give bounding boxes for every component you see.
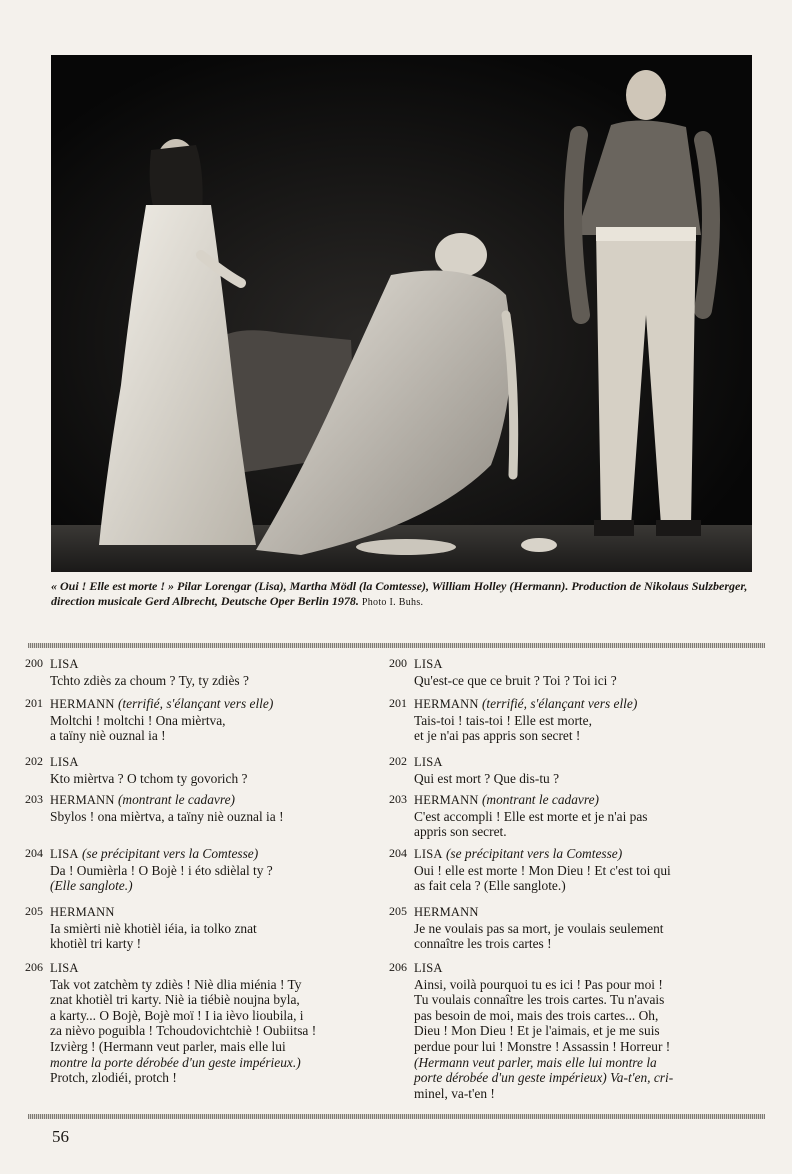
speaker-name: HERMANN (414, 697, 479, 711)
libretto-entry (389, 696, 774, 744)
verse-line: Protch, zlodiéi, protch ! (50, 1070, 177, 1086)
stage-photograph (51, 55, 752, 572)
verse-line: Moltchi ! moltchi ! Ona mièrtva, (50, 712, 226, 728)
libretto-entry (389, 656, 774, 688)
entry-number: 203 (389, 792, 407, 806)
stage-direction: (terrifié, s'élançant vers elle) (117, 696, 274, 711)
verse-line: Qu'est-ce que ce bruit ? Toi ? Toi ici ? (414, 672, 617, 688)
stage-direction: (montrant le cadavre) (117, 792, 235, 807)
entry-number: 206 (389, 960, 407, 974)
speaker-name: HERMANN (50, 697, 115, 711)
verse-line: perdue pour lui ! Monstre ! Assassin ! Horreur ! (414, 1038, 671, 1054)
verse-line: a taïny niè ouznal ia ! (50, 728, 166, 744)
verse-line: (Hermann veut parler, mais elle lui montre la (414, 1054, 657, 1070)
verse-line: C'est accompli ! Elle est morte et je n'ai pas (414, 808, 648, 824)
bottom-divider (28, 1114, 765, 1119)
verse-line: as fait cela ? (Elle sanglote.) (414, 878, 566, 894)
entry-number: 205 (389, 904, 407, 918)
entry-number: 200 (25, 656, 43, 670)
verse-line: Da ! Oumièrla ! O Bojè ! i éto sdièlal ty ? (50, 862, 273, 878)
entry-number: 201 (389, 696, 407, 710)
verse-line: znat khotièl tri karty. Niè ia tiébiè noujna byla, (50, 992, 300, 1008)
entry-number: 204 (389, 846, 407, 860)
speaker-name: LISA (50, 961, 79, 975)
verse-line: Qui est mort ? Que dis-tu ? (414, 770, 560, 786)
stage-direction: (se précipitant vers la Comtesse) (445, 846, 623, 861)
verse-line: montre la porte dérobée d'un geste impérieux.) (50, 1054, 301, 1070)
speaker-name: LISA (414, 961, 443, 975)
libretto-entry (25, 904, 410, 952)
top-divider (28, 643, 765, 648)
libretto-entry (25, 846, 410, 894)
speaker-name: LISA (50, 847, 79, 861)
verse-line: Kto mièrtva ? O tchom ty govorich ? (50, 770, 248, 786)
verse-line: Tak vot zatchèm ty zdiès ! Niè dlia miénia ! Ty (50, 976, 302, 992)
verse-line: a karty... O Bojè, Bojè moï ! I ia ièvo lioubila, i (50, 1007, 304, 1023)
verse-line: Ia smièrti niè khotièl iéia, ia tolko znat (50, 920, 257, 936)
caption-main: « Oui ! Elle est morte ! » Pilar Lorengar (Lisa), Martha Mödl (la Comtesse), William Holley (Hermann). Production de Nikolaus Sulzberger, direction musicale Gerd Albrecht, Deutsche Oper Berlin 1978. (51, 579, 748, 608)
stage-direction: (montrant le cadavre) (481, 792, 599, 807)
entry-number: 201 (25, 696, 43, 710)
libretto-entry (25, 960, 410, 1086)
speaker-name: LISA (50, 657, 79, 671)
verse-line: Tu voulais connaître les trois cartes. Tu n'avais (414, 992, 665, 1008)
libretto-entry (25, 656, 410, 688)
stage-direction: (se précipitant vers la Comtesse) (81, 846, 259, 861)
page-number: 56 (52, 1127, 69, 1146)
entry-number: 204 (25, 846, 43, 860)
libretto-entry (25, 792, 410, 824)
verse-line: Tais-toi ! tais-toi ! Elle est morte, (414, 712, 592, 728)
entry-number: 200 (389, 656, 407, 670)
verse-line: Oui ! elle est morte ! Mon Dieu ! Et c'est toi qui (414, 862, 671, 878)
entry-number: 206 (25, 960, 43, 974)
verse-line: za nièvo poguibla ! Tchoudovichtchiè ! Oubiitsa ! (50, 1023, 317, 1039)
verse-line: Ainsi, voilà pourquoi tu es ici ! Pas pour moi ! (414, 976, 663, 992)
verse-line: Dieu ! Mon Dieu ! Et je l'aimais, et je me suis (414, 1023, 660, 1039)
libretto-entry (25, 754, 410, 786)
speaker-name: HERMANN (50, 905, 115, 919)
speaker-name: LISA (50, 755, 79, 769)
libretto-entry (389, 846, 774, 894)
verse-line: (Elle sanglote.) (50, 878, 133, 894)
verse-line: Je ne voulais pas sa mort, je voulais seulement (414, 920, 664, 936)
libretto-entry (389, 792, 774, 840)
caption-credit: Photo I. Buhs. (361, 597, 424, 608)
speaker-name: LISA (414, 755, 443, 769)
photo-caption (51, 579, 771, 610)
verse-line: Tchto zdiès za choum ? Ty, ty zdiès ? (50, 672, 249, 688)
verse-line: khotièl tri karty ! (50, 936, 142, 952)
speaker-name: HERMANN (414, 793, 479, 807)
entry-number: 202 (25, 754, 43, 768)
verse-line: Izvièrg ! (Hermann veut parler, mais elle lui (50, 1038, 286, 1054)
verse-line: connaître les trois cartes ! (414, 936, 552, 952)
speaker-name: HERMANN (50, 793, 115, 807)
entry-number: 205 (25, 904, 43, 918)
speaker-name: HERMANN (414, 905, 479, 919)
libretto-entry (389, 754, 774, 786)
stage-direction: (terrifié, s'élançant vers elle) (481, 696, 638, 711)
libretto-entry (25, 696, 410, 744)
entry-number: 202 (389, 754, 407, 768)
speaker-name: LISA (414, 657, 443, 671)
verse-line: et je n'ai pas appris son secret ! (414, 728, 581, 744)
speaker-name: LISA (414, 847, 443, 861)
verse-line: minel, va-t'en ! (414, 1085, 495, 1101)
libretto-entry (389, 904, 774, 952)
entry-number: 203 (25, 792, 43, 806)
verse-line: Sbylos ! ona mièrtva, a taïny niè ouznal ia ! (50, 808, 284, 824)
verse-line: pas besoin de moi, mais des trois cartes... Oh, (414, 1007, 659, 1023)
verse-line: porte dérobée d'un geste impérieux) Va-t'en, cri- (414, 1070, 674, 1086)
verse-line: appris son secret. (414, 824, 507, 840)
libretto-entry (389, 960, 774, 1101)
